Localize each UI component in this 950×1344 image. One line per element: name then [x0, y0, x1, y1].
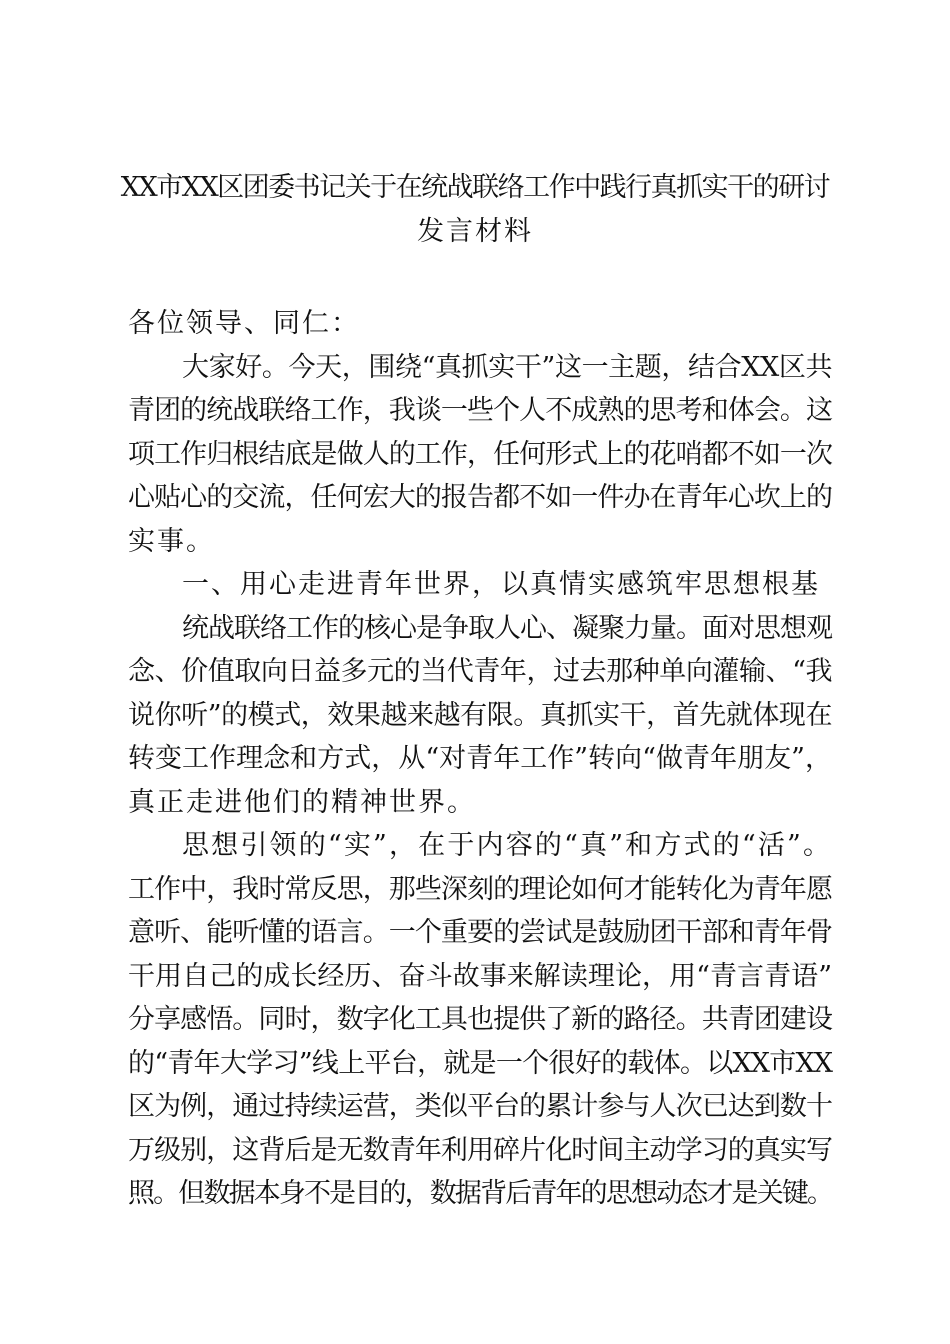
title-line-1: XX市XX区团委书记关于在统战联络工作中践行真抓实干的研讨 — [120, 172, 830, 203]
body-text-line: 大家好。今天，围绕“真抓实干”这一主题，结合XX区共 — [182, 351, 832, 383]
body-text-line: 一、用心走进青年世界，以真情实感筑牢思想根基 — [182, 569, 820, 600]
body-text-line: 万级别，这背后是无数青年利用碎片化时间主动学习的真实写 — [128, 1134, 832, 1166]
body-text-line: 干用自己的成长经历、奋斗故事来解读理论，用“青言青语” — [128, 960, 832, 992]
body-text-line: 项工作归根结底是做人的工作，任何形式上的花哨都不如一次 — [128, 438, 832, 470]
body-text-line: 转变工作理念和方式，从“对青年工作”转向“做青年朋友”， — [128, 743, 832, 774]
body-text-line: 分享感悟。同时，数字化工具也提供了新的路径。共青团建设 — [128, 1004, 832, 1035]
body-text-line: 意听、能听懂的语言。一个重要的尝试是鼓励团干部和青年骨 — [128, 917, 832, 948]
body-text-line: 工作中，我时常反思，那些深刻的理论如何才能转化为青年愿 — [128, 873, 832, 905]
body-text-line: 念、价值取向日益多元的当代青年，过去那种单向灌输、“我 — [128, 656, 832, 687]
title-line-2: 发言材料 — [417, 215, 533, 247]
body-text-line: 实事。 — [128, 525, 215, 557]
body-text-line: 各位领导、同仁： — [128, 308, 360, 339]
body-text-line: 真正走进他们的精神世界。 — [128, 786, 476, 818]
body-text-line: 区为例，通过持续运营，类似平台的累计参与人次已达到数十 — [128, 1091, 832, 1122]
document-body — [128, 302, 832, 1216]
body-text-line: 说你听”的模式，效果越来越有限。真抓实干，首先就体现在 — [128, 699, 832, 731]
body-text-line: 青团的统战联络工作，我谈一些个人不成熟的思考和体会。这 — [128, 395, 832, 426]
body-text-line: 统战联络工作的核心是争取人心、凝聚力量。面对思想观 — [182, 612, 832, 644]
body-text-line: 照。但数据本身不是目的，数据背后青年的思想动态才是关键。 — [128, 1178, 832, 1209]
body-text-line: 思想引领的“实”，在于内容的“真”和方式的“活”。 — [182, 830, 832, 861]
body-text-line: 的“青年大学习”线上平台，就是一个很好的载体。以XX市XX — [128, 1047, 832, 1079]
document-title — [120, 166, 830, 253]
body-text-line: 心贴心的交流，任何宏大的报告都不如一件办在青年心坎上的 — [128, 482, 832, 513]
